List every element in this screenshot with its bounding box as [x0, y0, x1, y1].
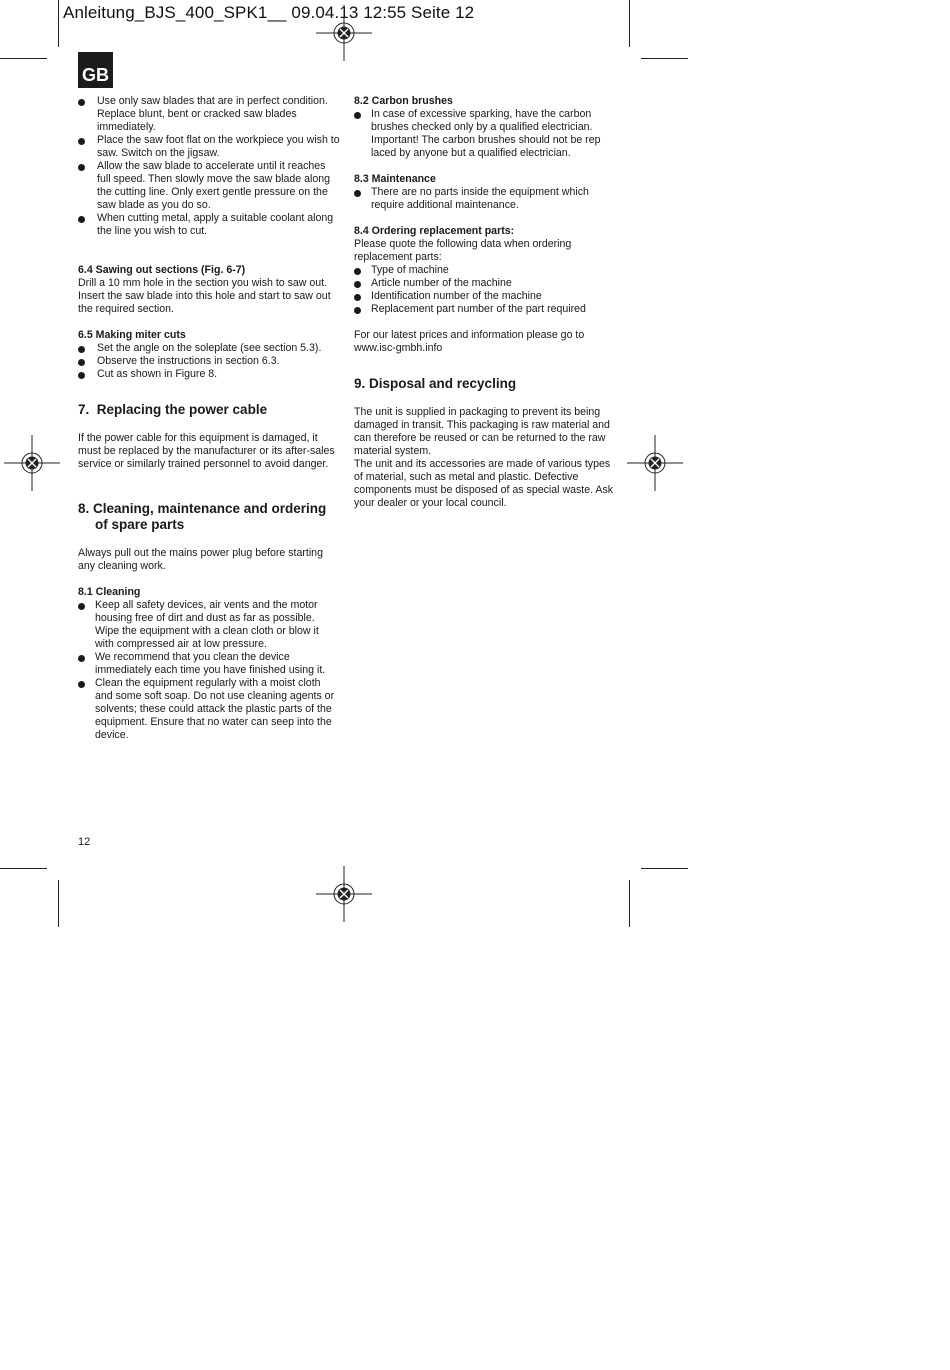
crop-mark-bottom-left-v [58, 880, 59, 927]
crop-mark-bottom-left-h [0, 868, 47, 869]
list-item: Set the angle on the soleplate (see section 5.3). [78, 342, 340, 355]
section-text-7: If the power cable for this equipment is damaged, it must be replaced by the manufacturer or its after-sales service or similarly trained personnel to avoid danger. [78, 431, 335, 470]
section-heading-8: 8. Cleaning, maintenance and ordering of spare parts [78, 500, 327, 532]
bullet-dot-icon [78, 359, 85, 366]
list-item: In case of excessive sparking, have the carbon brushes checked only by a qualified electrician. Important! The carbon brushes should not be rep laced by anyone but a qualified electrician. [354, 108, 616, 160]
registration-crosshair-icon [316, 866, 372, 922]
list-item: Replacement part number of the part required [354, 303, 616, 316]
safety-bullet-list [78, 95, 340, 238]
website-link[interactable]: www.isc-gmbh.info [354, 342, 443, 354]
prices-info-text: For our latest prices and information please go to www.isc-gmbh.info [354, 329, 585, 354]
list-item: Identification number of the machine [354, 290, 616, 303]
section-heading-6-4: 6.4 Sawing out sections (Fig. 6-7) [78, 264, 246, 276]
list-item: Cut as shown in Figure 8. [78, 368, 340, 381]
left-column [78, 95, 340, 742]
crop-mark-top-right-h [641, 58, 688, 59]
crop-mark-top-right-v [629, 0, 630, 47]
right-column [354, 95, 616, 510]
list-item: When cutting metal, apply a suitable coolant along the line you wish to cut. [78, 212, 340, 238]
bullet-dot-icon [354, 112, 361, 119]
crop-mark-top-left-h [0, 58, 47, 59]
bullet-dot-icon [78, 603, 85, 610]
bullet-dot-icon [354, 294, 361, 301]
language-badge: GB [78, 52, 113, 88]
list-item: Clean the equipment regularly with a moist cloth and some soft soap. Do not use cleaning agents or solvents; these could attack the plastic parts of the equipment. Ensure that no water can seep into the device. [78, 677, 340, 742]
bullet-dot-icon [78, 216, 85, 223]
section-heading-8-3: 8.3 Maintenance [354, 173, 436, 185]
bullet-dot-icon [78, 99, 85, 106]
crop-mark-bottom-right-h [641, 868, 688, 869]
registration-crosshair-icon [316, 5, 372, 61]
section-text-6-4: Drill a 10 mm hole in the section you wish to saw out. Insert the saw blade into this hole and start to saw out the required section. [78, 277, 331, 315]
section-heading-6-5: 6.5 Making miter cuts [78, 329, 186, 341]
section-text-8: Always pull out the mains power plug before starting any cleaning work. [78, 546, 323, 572]
section-text-9-a: The unit is supplied in packaging to prevent its being damaged in transit. This packaging is raw material and can therefore be reused or can be returned to the raw material system. [354, 405, 610, 457]
maintenance-list [354, 186, 616, 212]
bullet-dot-icon [78, 164, 85, 171]
carbon-brushes-list [354, 108, 616, 160]
list-item: There are no parts inside the equipment which require additional maintenance. [354, 186, 616, 212]
bullet-dot-icon [78, 681, 85, 688]
bullet-dot-icon [78, 655, 85, 662]
list-item: We recommend that you clean the device immediately each time you have finished using it. [78, 651, 340, 677]
registration-crosshair-icon [627, 435, 683, 491]
list-item: Article number of the machine [354, 277, 616, 290]
bullet-dot-icon [78, 346, 85, 353]
replacement-parts-list [354, 264, 616, 316]
bullet-dot-icon [354, 190, 361, 197]
bullet-dot-icon [354, 268, 361, 275]
section-heading-8-2: 8.2 Carbon brushes [354, 95, 453, 107]
bullet-dot-icon [78, 138, 85, 145]
list-item: Observe the instructions in section 6.3. [78, 355, 340, 368]
bullet-dot-icon [354, 281, 361, 288]
list-item: Place the saw foot flat on the workpiece you wish to saw. Switch on the jigsaw. [78, 134, 340, 160]
section-text-9-b: The unit and its accessories are made of various types of material, such as metal and plastic. Defective components must be disposed of as special waste. Ask your dealer or your local council. [354, 457, 614, 509]
crop-mark-top-left-v [58, 0, 59, 47]
section-heading-8-4: 8.4 Ordering replacement parts: [354, 225, 515, 237]
list-item: Keep all safety devices, air vents and the motor housing free of dirt and dust as far as possible. Wipe the equipment with a clean cloth or blow it with compressed air at low pressure. [78, 599, 340, 651]
list-item: Allow the saw blade to accelerate until it reaches full speed. Then slowly move the saw blade along the cutting line. Only exert gentle pressure on the saw blade as you do so. [78, 160, 340, 212]
section-heading-8-1: 8.1 Cleaning [78, 585, 141, 598]
print-slug: Anleitung_BJS_400_SPK1__ 09.04.13 12:55 Seite 12 [63, 3, 475, 22]
section-intro-8-4: Please quote the following data when ordering replacement parts: [354, 238, 572, 263]
miter-bullet-list [78, 342, 340, 381]
section-heading-9: 9. Disposal and recycling [354, 376, 517, 391]
bullet-dot-icon [78, 372, 85, 379]
section-heading-7: 7. Replacing the power cable [78, 402, 268, 417]
cleaning-bullet-list [78, 599, 340, 742]
page-number: 12 [78, 836, 91, 848]
list-item: Type of machine [354, 264, 616, 277]
bullet-dot-icon [354, 307, 361, 314]
crop-mark-bottom-right-v [629, 880, 630, 927]
list-item: Use only saw blades that are in perfect condition. Replace blunt, bent or cracked saw blades immediately. [78, 95, 340, 134]
registration-crosshair-icon [4, 435, 60, 491]
